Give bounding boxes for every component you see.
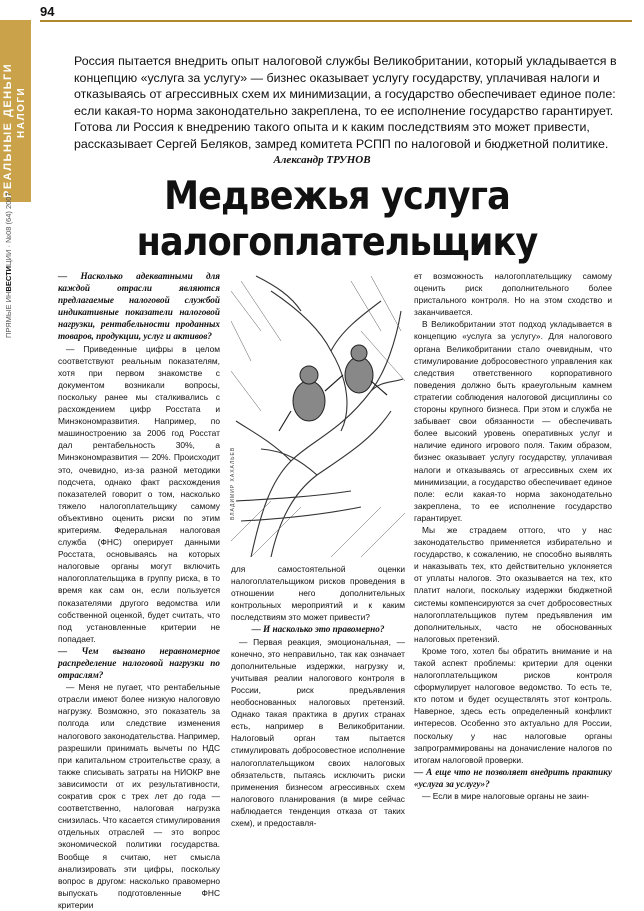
issue-part-a: ПРЯМЫЕ ИН [4,291,13,338]
column-3-paragraph-4: Кроме того, хотел бы обратить внимание и на такой аспект проблемы: критерии для оценки налогоплательщиком рисков контроля сформулирует налоговое ведомство. То есть те, кто потом и будет осуществлять этот контроль. Наверное, здесь есть определенный конфликт интересов. Особенно это актуально для России, поскольку у нас налоговые органы запрограммированы на доначисление налогов по итогам налоговой проверки. [414,645,612,765]
issue-info [4,192,13,338]
issue-part-c: ЦИИ [4,249,13,266]
bear-illustration [231,271,405,557]
subsection-label: НАЛОГИ [16,86,27,138]
answer-2: — Меня не пугает, что рентабельные отрасли имеют более низкую налоговую нагрузку. Возможно, это показатель за полгода или следствие изменения налогового законодательства. Например, разрешили принимать вычеты по НДС при капитальном строительстве сразу, а также списывать затраты на НИОКР вне зависимости от их результативности, сократив срок с трех лет до года — соответственно, налоговая нагрузка снизилась. Что касается стимулирования отдельных отраслей — это вопрос экономической политики государства. Вообще я считаю, нет смысла анализировать эти цифры, поскольку вопрос в другом: насколько правомерно выпускать подготовленные ФНС критерии [58,682,220,910]
header-rule [40,20,632,22]
column-3-paragraph-3: Мы же страдаем оттого, что у нас законодательство применяется избирательно и государство, к сожалению, не способно выявлять и наказывать тех, кто действительно уклоняется от уплаты налогов. Это оказывается на тех, кто платит налоги, поскольку издержки бюджетной системы компенсируются за счет добросовестных налогоплательщиков путем предъявления им дополнительных, часто не обоснованных налоговых претензий. [414,524,612,644]
title-line-1: Медвежья услуга [164,174,510,219]
page-number: 94 [40,4,55,19]
section-label: РЕАЛЬНЫЕ ДЕНЬГИ [2,62,14,198]
article-title [70,174,605,266]
column-2 [231,563,405,829]
column-1 [58,270,220,911]
title-line-2: налогоплательщику [136,220,538,265]
question-3: — И насколько это правомерно? [251,624,385,635]
question-4: — А еще что не позволяет внедрить практику «услуга за услугу»? [414,766,612,789]
issue-part-b: ВЕСТИ [4,265,13,292]
question-2: — Чем вызвано неравномерное распределение налоговой нагрузки по отраслям? [58,645,220,681]
illustration-credit: ВЛАДИМИР ХАХАЛЬЕВ [230,446,236,520]
author-byline: Александр ТРУНОВ [273,154,371,166]
column-3-paragraph-2: В Великобритании этот подход укладывается в концепцию «услуга за услугу». Для налогового органа Великобритании стало очевидным, что стимулирование добросовестного управления как следствия ответственного корпоративного поведения должно быть краеугольным камнем стратегии соблюдения налоговой дисциплины со стороны крупного бизнеса. При этом и служба не забывает свои обязанности — обеспечивать более высокий уровень оперативных услуг и наличие единого игрового поля. Таким образом, бизнес оказывает услугу государству, уплачивая налоги и отказываясь от агрессивных схем их минимизации, а государство обеспечивает единое поле: если какая-то норма законодательно закреплена, то ее исполнение государство гарантирует. [414,319,612,523]
issue-part-d: · №08 (64) 2007 [4,192,13,250]
answer-4: — Если в мире налоговые органы не заин- [422,791,590,802]
lead-paragraph: Россия пытается внедрить опыт налоговой службы Великобритании, который укладывается в концепцию «услуга за услугу» — бизнес оказывает услугу государству, уплачивая налоги и отказываясь от агрессивных схем их минимизации, а государство обеспечивает единое поле: если какая-то норма законодательно закреплена, то ее исполнение государство гарантирует. Готова ли Россия к внедрению такого опыта и к каким последствиям это может привести, рассказывает Сергей Беляков, замред комитета РСПП по налоговой и бюджетной политике. [74,54,617,151]
answer-3: — Первая реакция, эмоциональная, — конечно, это неправильно, так как означает дополнительные издержки, нагрузку и, учитывая реалии налогового контроля в России, риск предъявления необоснованных налоговых претензий. Однако такая практика в других странах есть, например в Великобритании. Налоговый орган там пытается стимулировать добросовестное исполнение налогоплательщиком своих налоговых обязательств, пытаясь исключить риски применения бизнесом агрессивных схем налогового планирования (в мире сейчас наблюдается тенденция отказа от таких схем), и предоставля- [231,636,405,828]
column-3-paragraph-1: ет возможность налогоплательщику самому оценить риск дополнительного более пристального контроля. Но на этом сходство и заканчивается. [414,271,612,318]
answer-1-continued: для самостоятельной оценки налогоплательщиком рисков проведения в отношении него дополнительных контрольных мероприятий и к каким последствиям это может привести? [231,564,405,623]
question-1: — Насколько адекватными для каждой отрасли являются предлагаемые налоговой службой индикативные показатели налоговой нагрузки, рентабельности проданных товаров, продукции, услуг и активов? [58,271,220,342]
column-3 [414,270,612,802]
answer-1: — Приведенные цифры в целом соответствуют реальным показателям, хотя при первом знакомстве с документом возникали вопросы, поскольку ранее мы сталкивались с расхождением цифр Росстата и Минэкономразвития. Например, по машиностроению за 2006 год Росстат дал рентабельность 30%, а Минэкономразвития — 20%. Происходит это, очевидно, из-за разной методики подсчета, однако факт расхождения показателей говорит о том, насколько тяжело налогоплательщику самому объективно оценить риски по этим критериям. Федеральная налоговая служба (ФНС) оперирует данными Росстата, основываясь на которых налоговые органы могут включить налогоплательщика в группу риска, в то время как сам он, если пользуется показателями другого ведомства или собственной оценкой, будет считать, что под установленные критерии не попадает. [58,343,220,644]
